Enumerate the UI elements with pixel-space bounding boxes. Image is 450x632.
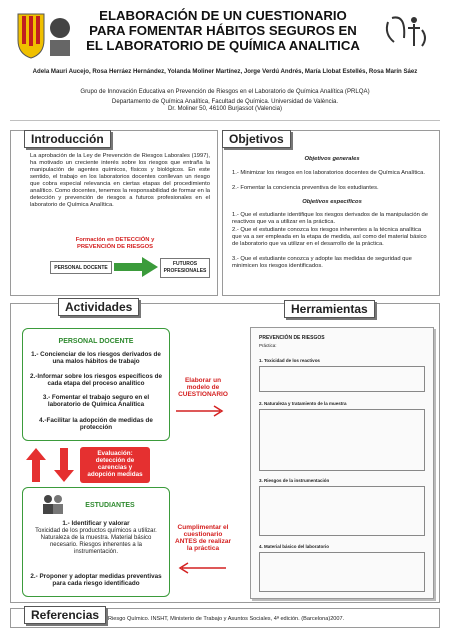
estudiantes-item-title: 2.- Proponer y adoptar medidas preventivas para cada riesgo identificado bbox=[30, 573, 162, 587]
form-table bbox=[259, 552, 425, 592]
box-futuros-profesionales: FUTUROS PROFESIONALES bbox=[160, 258, 210, 278]
header-divider bbox=[10, 120, 440, 121]
questionnaire-form bbox=[250, 327, 434, 599]
objetivos-generales-heading: Objetivos generales bbox=[304, 156, 360, 162]
affiliation-line: Departamento de Química Analítica, Facultad de Química. Universidad de València. bbox=[111, 97, 339, 105]
poster-title: ELABORACIÓN DE UN CUESTIONARIO PARA FOMENTAR HÁBITOS SEGUROS EN EL LABORATORIO DE QUÍMICA ANALITICA bbox=[86, 8, 360, 53]
introduccion-title: Introducción bbox=[24, 130, 111, 148]
objetivos-title: Objetivos bbox=[222, 130, 291, 148]
referencias-text: Riesgo Químico. INSHT, Ministerio de Trabajo y Asuntos Sociales, 4ª edición. (Barcelona)2007. bbox=[108, 616, 345, 622]
diagram-title: Formación en DETECCIÓN y PREVENCIÓN DE RIESGOS bbox=[75, 237, 155, 250]
herramientas-title: Herramientas bbox=[284, 300, 375, 318]
arrow-right-icon bbox=[176, 404, 226, 416]
cumplimentar-label: Cumplimentar el cuestionario ANTES de realizar la práctica bbox=[175, 524, 231, 552]
objetivo-especifico: 2.- Que el estudiante conozca los riesgos inherentes a la técnica analítica que va a ser empleada en la etapa de medida, así como del material básico de laboratorio que va utilizar en el desarrollo de la práctica. bbox=[232, 227, 427, 247]
objetivo-general: 1.- Minimizar los riesgos en los laboratorios docentes de Química Analítica. bbox=[232, 170, 425, 176]
arrow-left-icon bbox=[176, 561, 226, 573]
form-section: 2. Naturaleza y tratamiento de la muestra bbox=[259, 401, 347, 406]
arrow-up-icon bbox=[26, 448, 46, 482]
estudiantes-item-text: Toxicidad de los productos químicos a utilizar. Naturaleza de la muestra. Material básico necesario. Riesgos inherentes a la instrumentación. bbox=[35, 528, 157, 555]
form-section: 4. Material básico del laboratorio bbox=[259, 544, 330, 549]
actividades-title: Actividades bbox=[58, 298, 139, 316]
form-section: 1. Toxicidad de los reactivos bbox=[259, 358, 320, 363]
arrow-right-icon bbox=[114, 257, 158, 277]
affiliation bbox=[40, 88, 410, 113]
elaborar-label: Elaborar un modelo de CUESTIONARIO bbox=[178, 377, 228, 398]
personal-docente-heading: PERSONAL DOCENTE bbox=[58, 338, 134, 345]
students-icon bbox=[40, 491, 66, 515]
form-table bbox=[259, 486, 425, 536]
activity-item: 2.-Informar sobre los riesgos específicos de cada etapa del proceso analítico bbox=[30, 373, 162, 387]
referencias-title: Referencias bbox=[24, 606, 106, 624]
arrow-down-icon bbox=[54, 448, 74, 482]
activity-item: 4.-Facilitar la adopción de medidas de protección bbox=[39, 417, 153, 431]
estudiantes-heading: ESTUDIANTES bbox=[85, 502, 135, 509]
form-table bbox=[259, 366, 425, 392]
activity-item: 3.- Fomentar el trabajo seguro en el laboratorio de Química Analítica bbox=[42, 394, 150, 408]
objetivos-especificos-heading: Objetivos específicos bbox=[302, 199, 362, 205]
objetivo-general: 2.- Fomentar la conciencia preventiva de los estudiantes. bbox=[232, 185, 379, 191]
objetivo-especifico: 1.- Que el estudiante identifique los riesgos derivados de la manipulación de reactivos que va a utilizar en la práctica. bbox=[232, 212, 428, 225]
affiliation-line: Grupo de Innovación Educativa en Prevención de Riesgos en el Laboratorio de Química Analítica (PRLQA) bbox=[80, 88, 370, 95]
evaluacion-box: Evaluación: detección de carencias y adopción medidas bbox=[80, 447, 150, 483]
university-logo bbox=[14, 10, 76, 62]
form-title: PREVENCIÓN DE RIESGOS bbox=[259, 335, 325, 341]
authors: Adela Mauri Aucejo, Rosa Herráez Hernández, Yolanda Moliner Martínez, Jorge Verdú Andrés, María Llobat Estellés, Rosa Marín Sáez bbox=[32, 68, 418, 75]
form-section: 3. Riesgos de la instrumentación bbox=[259, 478, 330, 483]
group-logo bbox=[382, 12, 432, 56]
introduccion-text: La aprobación de la Ley de Prevención de Riesgos Laborales (1997), ha motivado un creciente interés sobre los riesgos que entraña la manipulación de agentes químicos, físicos y biológicos. En este sentido, el trabajo en los laboratorios docentes conllevan un riesgo que cobra especial relevancia en ciertas etapas del procedimiento analítico. Como docentes, tenemos la responsabilidad de formar en la detección y prevención de riesgos a futuros profesionales en el laboratorio de Química Analítica. bbox=[30, 153, 210, 208]
form-table bbox=[259, 409, 425, 471]
box-personal-docente: PERSONAL DOCENTE bbox=[50, 261, 112, 274]
estudiantes-item-title: 1.- Identificar y valorar bbox=[62, 520, 130, 527]
affiliation-line: Dr. Moliner 50, 46100 Burjassot (Valencia) bbox=[167, 105, 283, 113]
activity-item: 1.- Concienciar de los riesgos derivados de una malos hábitos de trabajo bbox=[31, 351, 161, 365]
objetivo-especifico: 3.- Que el estudiante conozca y adopte las medidas de seguridad que minimicen los riesgos identificados. bbox=[232, 256, 412, 269]
form-subtitle: Práctica: bbox=[259, 343, 277, 348]
